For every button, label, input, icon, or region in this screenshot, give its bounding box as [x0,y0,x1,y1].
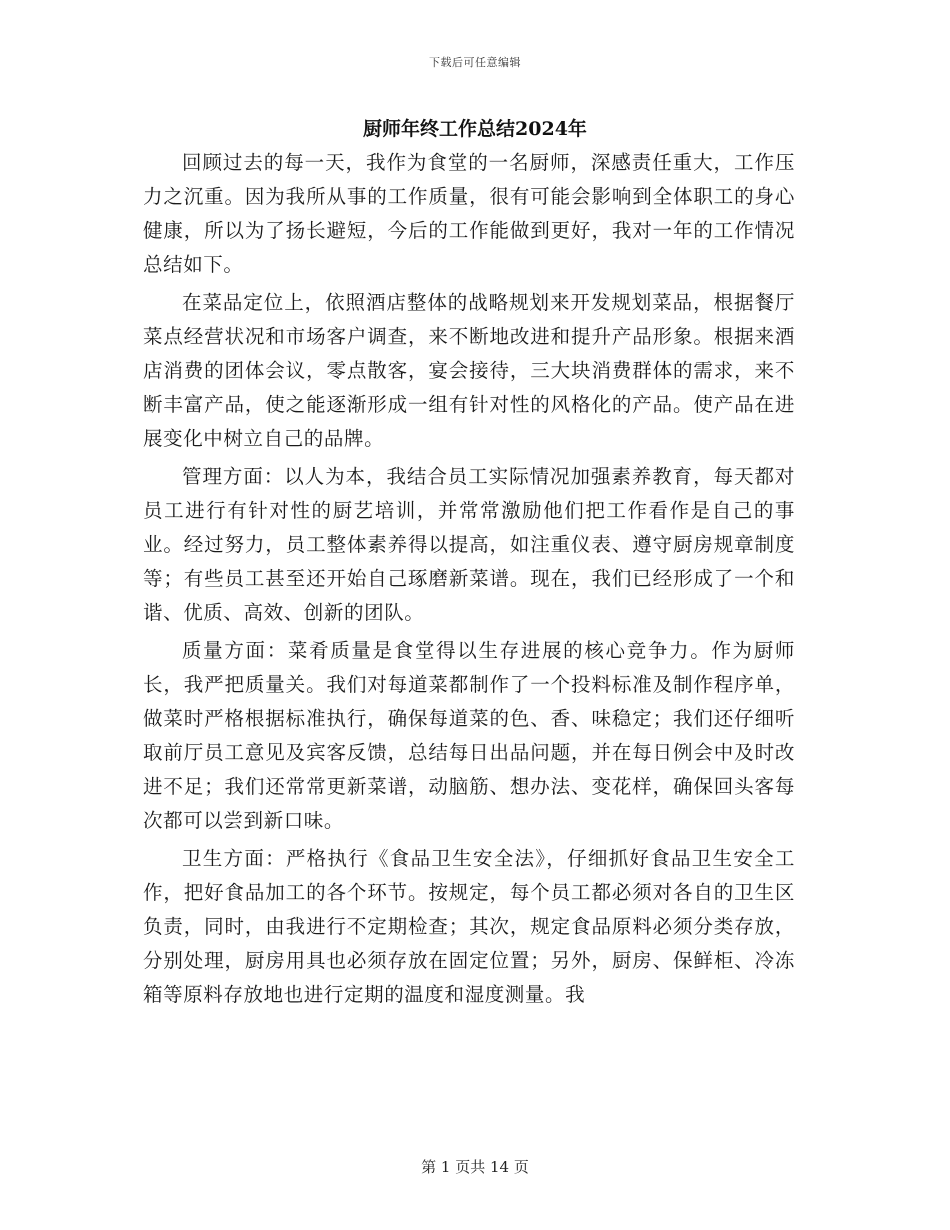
paragraph-menu-positioning: 在菜品定位上，依照酒店整体的战略规划来开发规划菜品，根据餐厅菜点经营状况和市场客户调查，来不断地改进和提升产品形象。根据来酒店消费的团体会议，零点散客，宴会接待，三大块消费群体的需求，来不断丰富产品，使之能逐渐形成一组有针对性的风格化的产品。使产品在进展变化中树立自己的品牌。 [143,291,795,450]
header-note: 下载后可任意编辑 [429,56,521,69]
paragraph-quality: 质量方面：菜肴质量是食堂得以生存进展的核心竞争力。作为厨师长，我严把质量关。我们对每道菜都制作了一个投料标准及制作程序单，做菜时严格根据标准执行，确保每道菜的色、香、味稳定；我们还仔细听取前厅员工意见及宾客反馈，总结每日出品问题，并在每日例会中及时改进不足；我们还常常更新菜谱，动脑筋、想办法、变花样，确保回头客每次都可以尝到新口味。 [143,639,795,832]
page-number-footer: 第 1 页共 14 页 [421,1158,529,1176]
paragraph-intro: 回顾过去的每一天，我作为食堂的一名厨师，深感责任重大，工作压力之沉重。因为我所从事的工作质量，很有可能会影响到全体职工的身心健康，所以为了扬长避短，今后的工作能做到更好，我对一年的工作情况总结如下。 [143,151,795,276]
paragraph-management: 管理方面：以人为本，我结合员工实际情况加强素养教育，每天都对员工进行有针对性的厨艺培训，并常常激励他们把工作看作是自己的事业。经过努力，员工整体素养得以提高，如注重仪表、遵守厨房规章制度等；有些员工甚至还开始自己琢磨新菜谱。现在，我们已经形成了一个和谐、优质、高效、创新的团队。 [143,465,795,624]
document-body [143,146,795,1016]
document-title: 厨师年终工作总结2024年 [363,118,587,140]
paragraph-hygiene: 卫生方面：严格执行《食品卫生安全法》，仔细抓好食品卫生安全工作，把好食品加工的各个环节。按规定，每个员工都必须对各自的卫生区负责，同时，由我进行不定期检查；其次，规定食品原料必须分类存放，分别处理，厨房用具也必须存放在固定位置；另外，厨房、保鲜柜、冷冻箱等原料存放地也进行定期的温度和湿度测量。我 [143,847,795,1006]
